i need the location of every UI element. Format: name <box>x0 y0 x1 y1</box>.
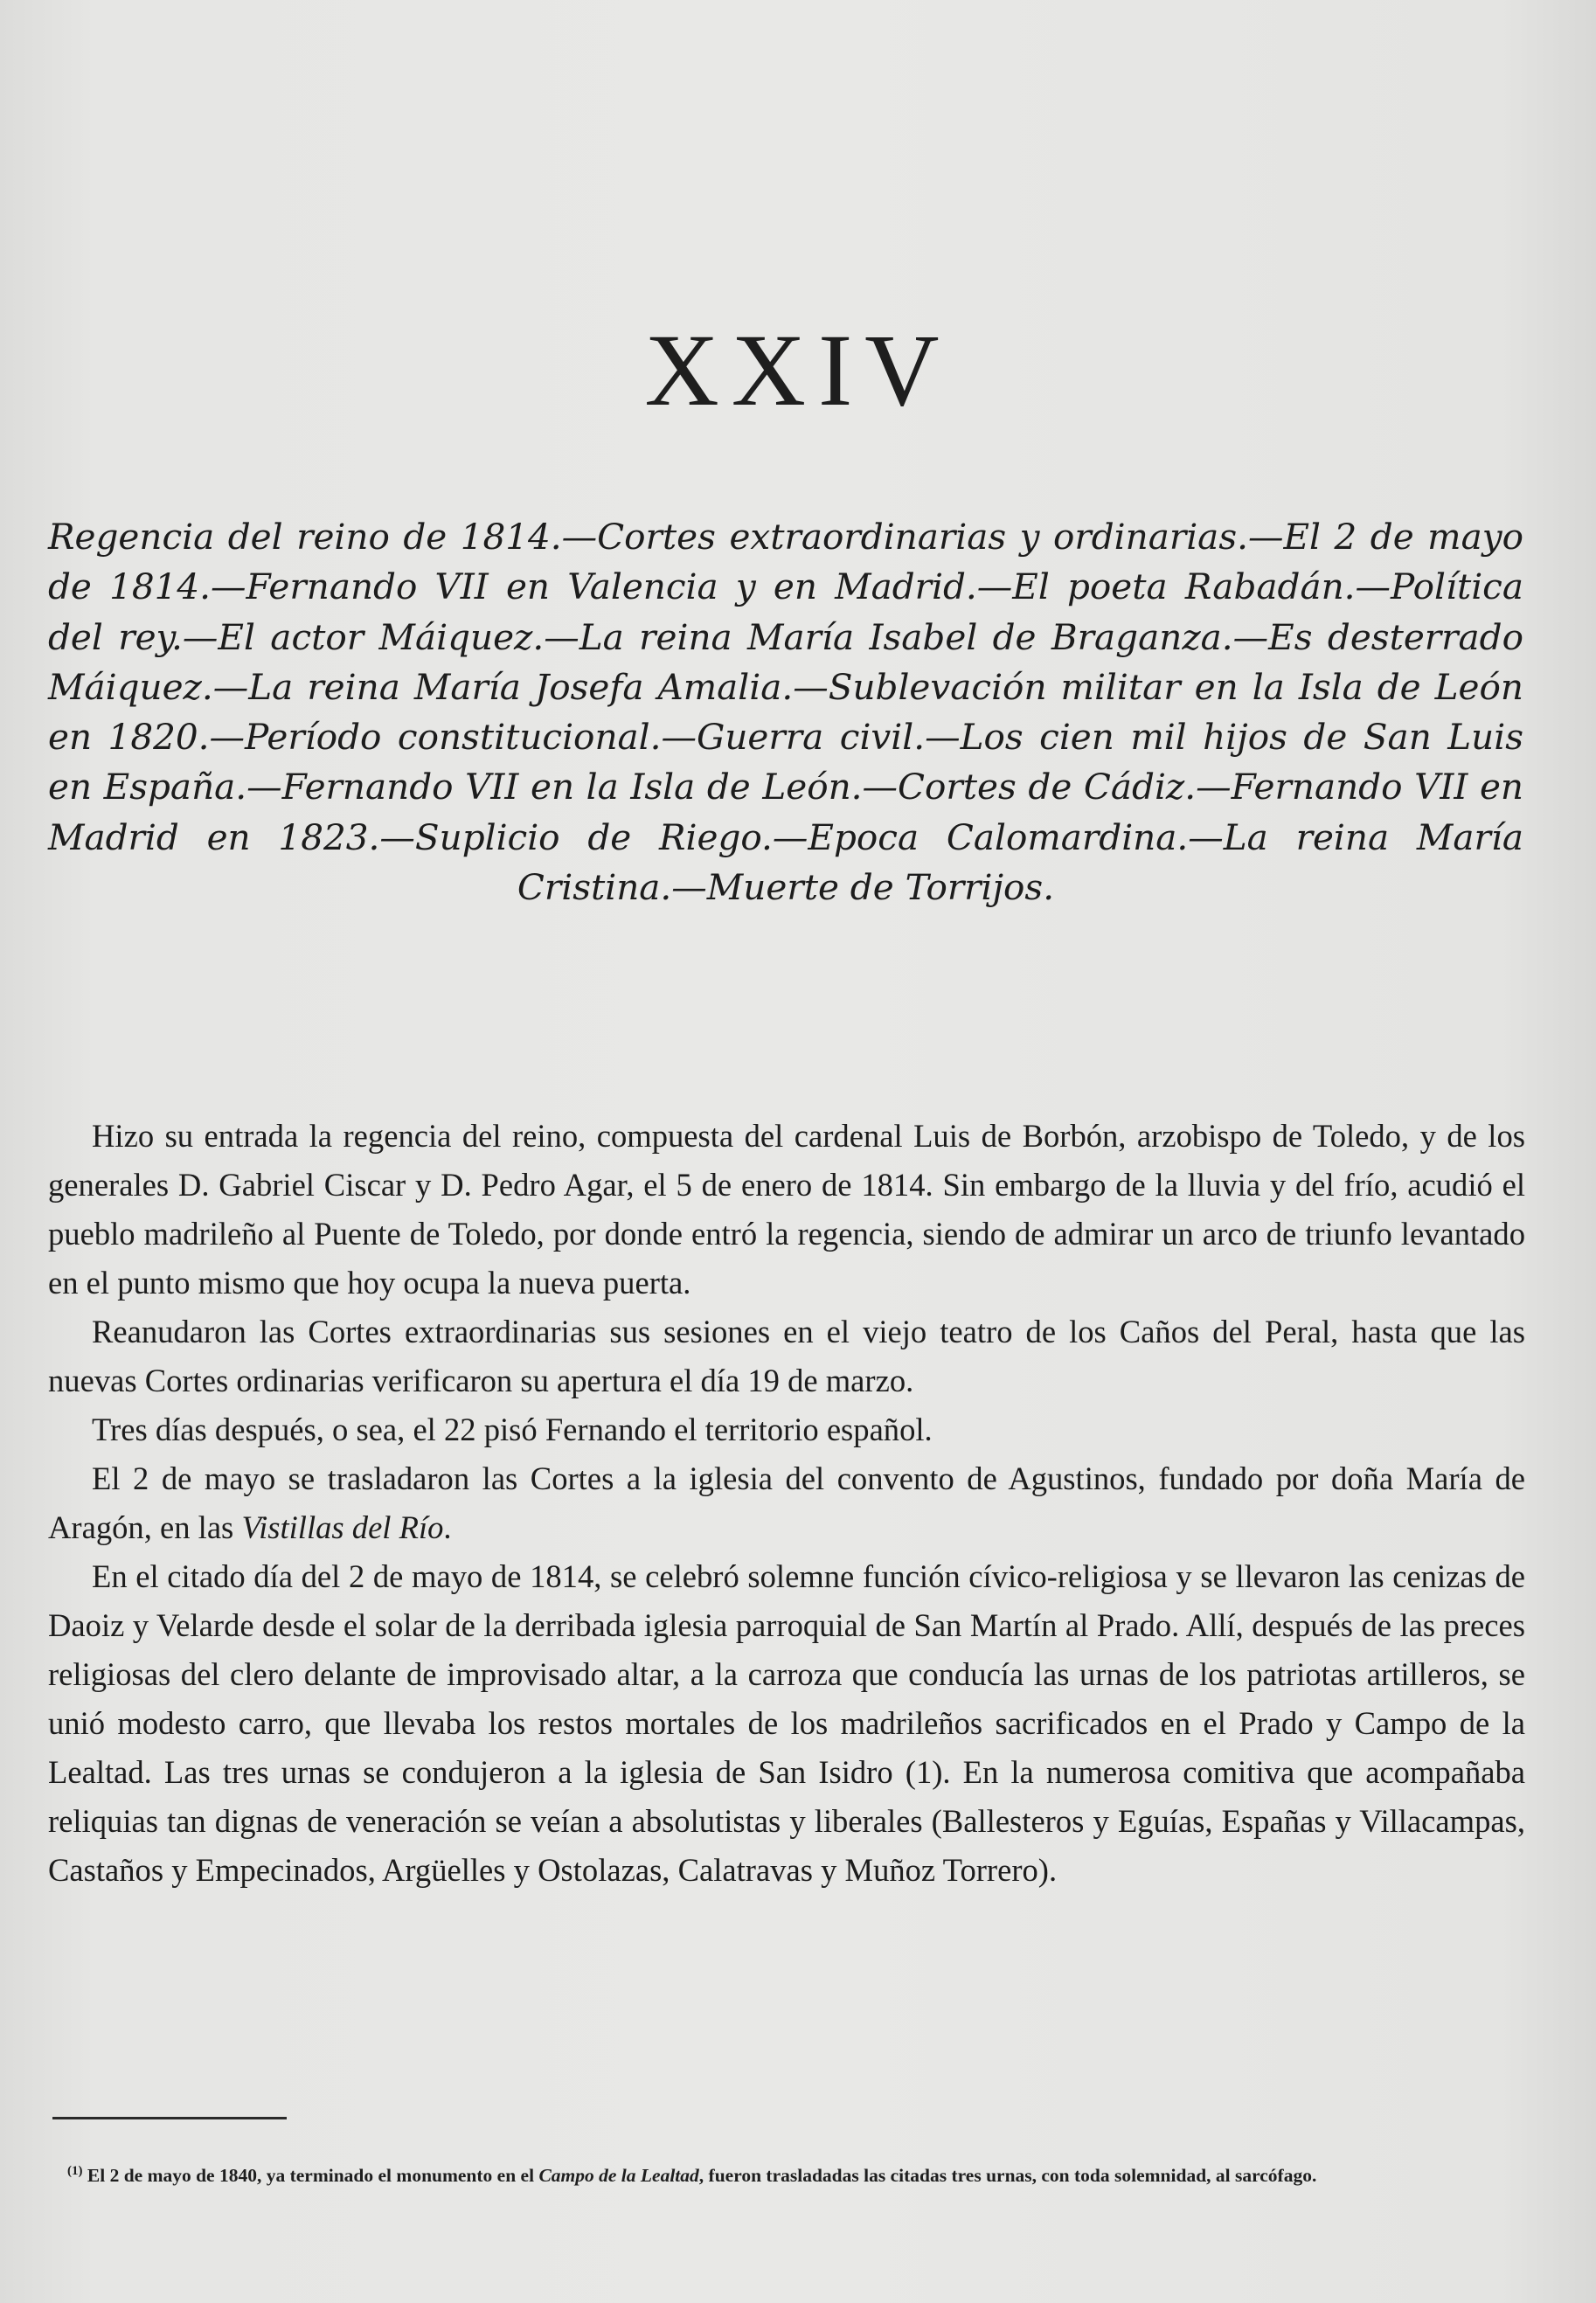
paragraph-4-end: . <box>443 1509 452 1545</box>
paragraph-4-lead: El 2 de mayo se trasladaron las Cortes a la iglesia del convento de Agustinos, fundado por doña María de Aragón, en las <box>48 1460 1525 1545</box>
chapter-number: XXIV <box>644 313 952 427</box>
paragraph-3: Tres días después, o sea, el 22 pisó Fernando el territorio español. <box>92 1412 933 1447</box>
paragraph-1: Hizo su entrada la regencia del reino, compuesta del cardenal Luis de Borbón, arzobispo de Toledo, y de los generales D. Gabriel Ciscar y D. Pedro Agar, el 5 de enero de 1814. Sin embargo de la lluvia y del frío, acudió el pueblo madrileño al Puente de Toledo, por donde entró la regencia, siendo de admirar un arco de triunfo levantado en el punto mismo que hoy ocupa la nueva puerta. <box>48 1118 1525 1301</box>
paragraph-2: Reanudaron las Cortes extraordinarias sus sesiones en el viejo teatro de los Caños del Peral, hasta que las nuevas Cortes ordinarias verificaron su apertura el día 19 de marzo. <box>48 1314 1525 1398</box>
chapter-summary: Regencia del reino de 1814.—Cortes extraordinarias y ordinarias.—El 2 de mayo de 1814.—Fernando VII en Valencia y en Madrid.—El poeta Rabadán.—Política del rey.—El actor Máiquez.—La reina María Isabel de Braganza.—Es desterrado Máiquez.—La reina María Josefa Amalia.—Sublevación militar en la Isla de León en 1820.—Período constitucional.—Guerra civil.—Los cien mil hijos de San Luis en España.—Fernando VII en la Isla de León.—Cortes de Cádiz.—Fernando VII en Madrid en 1823.—Suplicio de Riego.—Epoca Calomardina.—La reina María Cristina.—Muerte de Torrijos. <box>48 516 1523 909</box>
footnote-lead: El 2 de mayo de 1840, ya terminado el monumento en el <box>87 2165 539 2187</box>
paragraph-4-place: Vistillas del Río <box>241 1509 444 1545</box>
footnote-rule <box>52 2117 287 2119</box>
paragraph-4 <box>48 1454 1525 1552</box>
footnote-place: Campo de la Lealtad <box>538 2165 699 2187</box>
paragraph-5: En el citado día del 2 de mayo de 1814, se celebró solemne función cívico-religiosa y se llevaron las cenizas de Daoiz y Velarde desde el solar de la derribada iglesia parroquial de San Martín al Prado. Allí, después de las preces religiosas del clero delante de improvisado altar, a la carroza que conducía las urnas de los patriotas artilleros, se unió modesto carro, que llevaba los restos mortales de los madrileños sacrificados en el Prado y Campo de la Lealtad. Las tres urnas se condujeron a la iglesia de San Isidro (1). En la numerosa comitiva que acompañaba reliquias tan dignas de veneración se veían a absolutistas y liberales (Ballesteros y Eguías, Españas y Villacampas, Castaños y Empecinados, Argüelles y Ostolazas, Calatravas y Muñoz Torrero). <box>48 1558 1525 1888</box>
footnote-end: , fueron trasladadas las citadas tres urnas, con toda solemnidad, al sarcófago. <box>698 2165 1317 2187</box>
footnote <box>48 2154 1525 2192</box>
footnote-mark: (1) <box>67 2164 83 2178</box>
body-text <box>48 1112 1525 1895</box>
